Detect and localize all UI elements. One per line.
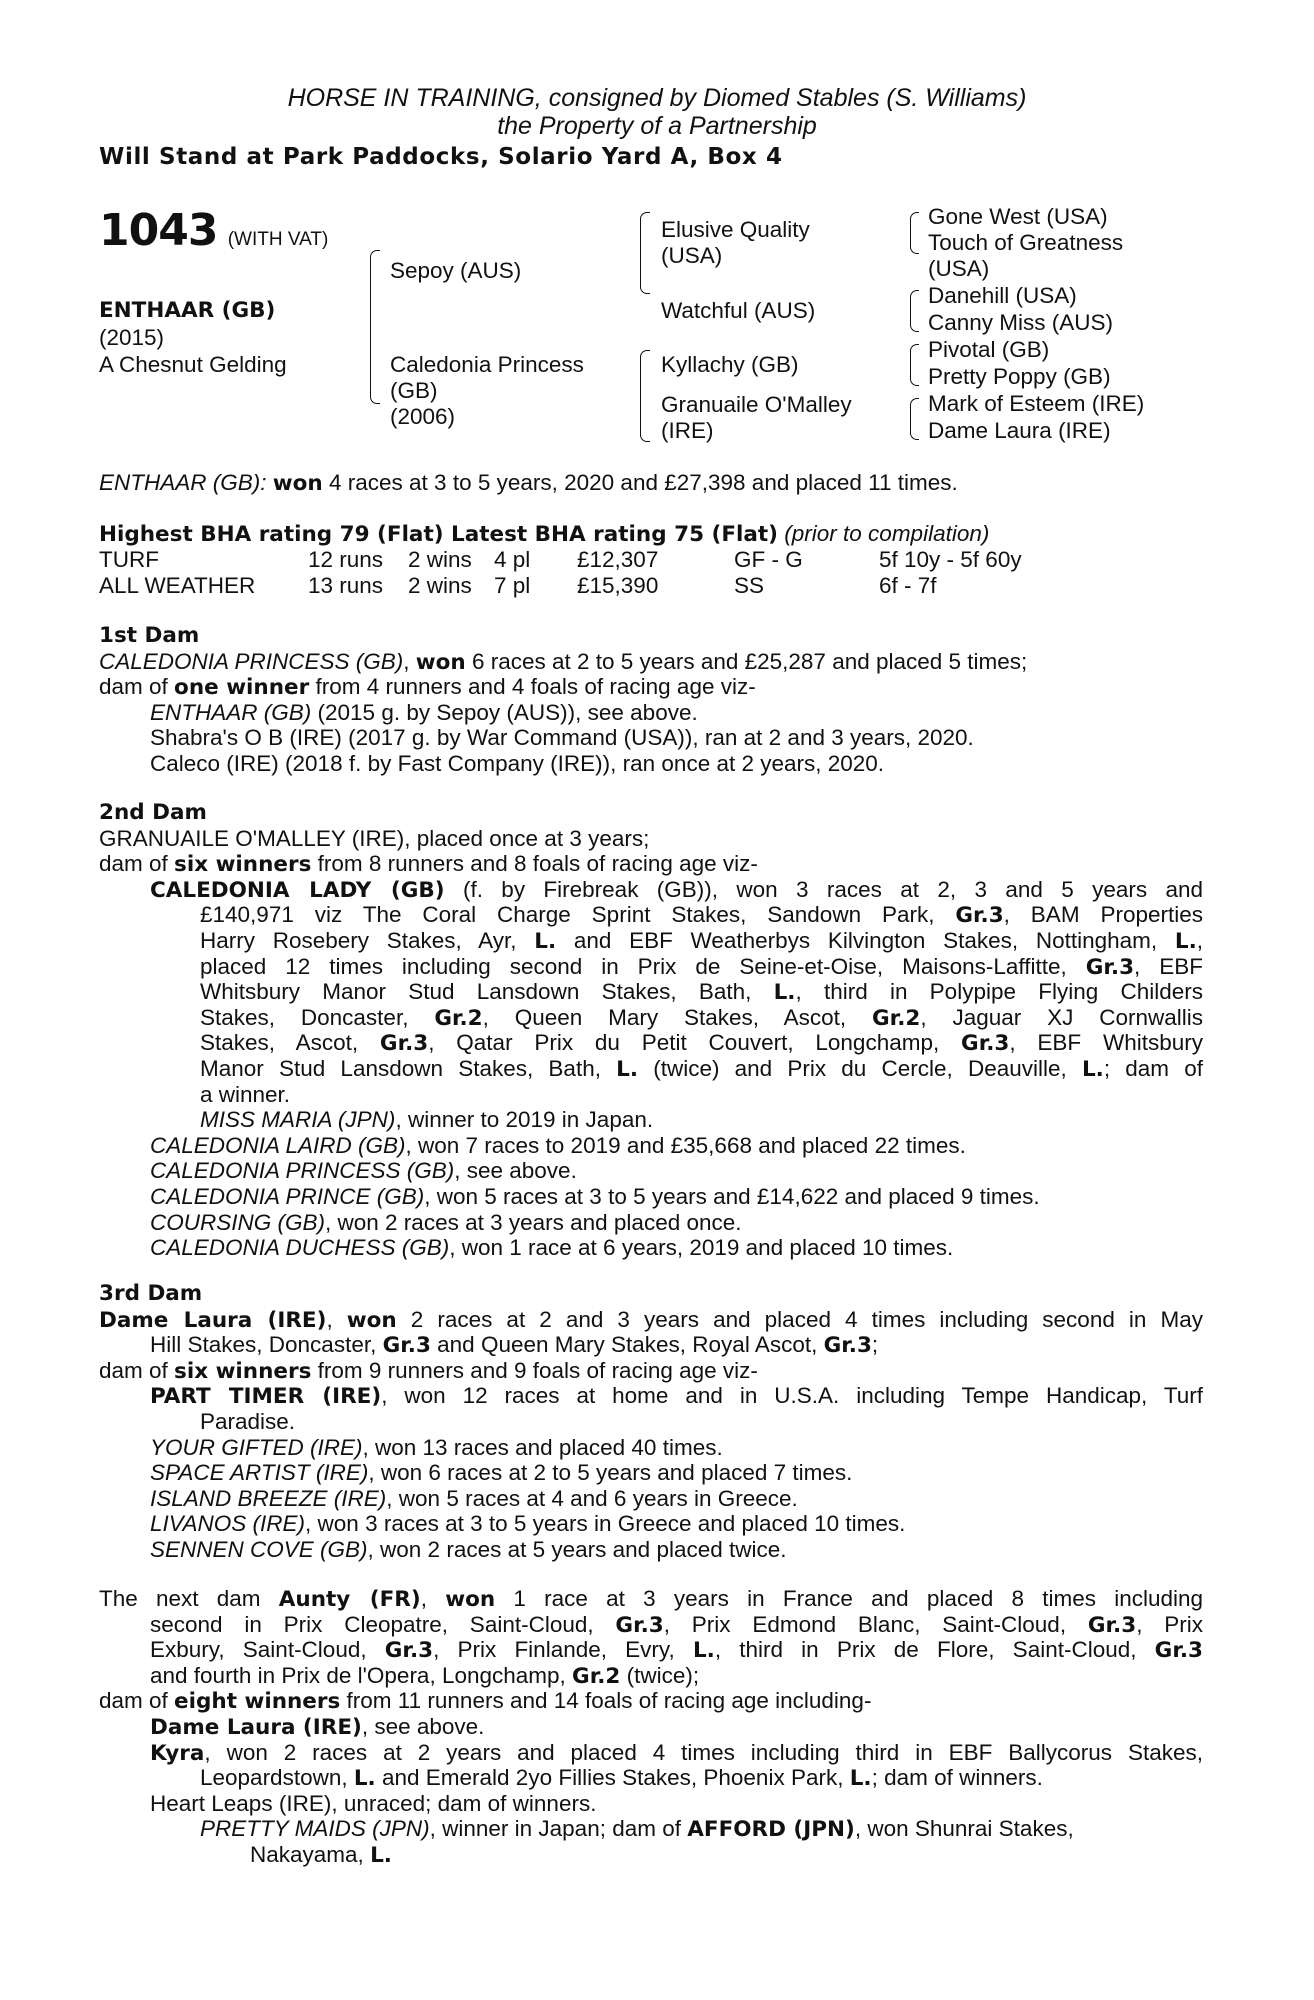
produce-name: PART TIMER (IRE) — [150, 1384, 382, 1410]
produce-name: Kyra — [150, 1740, 205, 1766]
next-dam-line-1: The next dam Aunty (FR), won 1 race at 3 years in France and placed 8 times including — [99, 1586, 1204, 1612]
dam-of-text: dam of — [99, 1357, 175, 1383]
produce-rest: , won 1 race at 6 years, 2019 and placed 10 times. — [449, 1235, 954, 1261]
ratings-row-aw — [99, 573, 1199, 599]
dam-of-text: dam of — [99, 674, 175, 700]
first-dam-rest: 6 races at 2 to 5 years and £25,287 and placed 5 times; — [465, 648, 1028, 674]
sire-sire-line-2: (USA) — [661, 243, 723, 268]
summary-rest: 4 races at 3 to 5 years, 2020 and £27,398 and placed 11 times. — [322, 470, 958, 495]
ratings-money: £15,390 — [577, 573, 659, 598]
sire-sire-line-1: Elusive Quality — [661, 217, 810, 242]
first-dam-name: CALEDONIA PRINCESS (GB) — [99, 648, 404, 674]
summary-horse-name: ENTHAAR (GB) — [99, 470, 261, 495]
produce-island-breeze — [99, 1486, 1203, 1512]
caledonia-lady-line-7: Stakes, Ascot, Gr.3, Qatar Prix du Petit Couvert, Longchamp, Gr.3, EBF Whitsbury — [200, 1030, 1203, 1057]
pedigree-brace-dd — [910, 398, 919, 440]
dam-of-text: dam of — [99, 851, 175, 877]
third-dam-title: 3rd Dam — [99, 1281, 203, 1306]
caledonia-lady-line-1 — [99, 877, 1203, 903]
ratings-runs: 12 runs — [308, 547, 384, 572]
produce-name: CALEDONIA LADY (GB) — [150, 877, 445, 903]
dam-dam-line-1: Granuaile O'Malley — [661, 392, 852, 417]
caledonia-lady-line-9: a winner. — [200, 1081, 291, 1107]
dam-sire-sire: Pivotal (GB) — [928, 337, 1050, 362]
ratings-going: SS — [734, 573, 765, 598]
produce-dame-laura — [99, 1714, 1203, 1740]
produce-heart-leaps: Heart Leaps (IRE), unraced; dam of winners. — [150, 1790, 597, 1816]
vat-note: (WITH VAT) — [227, 229, 329, 250]
race-summary: ENTHAAR (GB): won 4 races at 3 to 5 years, 2020 and £27,398 and placed 11 times. — [99, 470, 958, 496]
dam-of-rest: from 4 runners and 4 foals of racing age viz- — [309, 674, 756, 700]
produce-caledonia-laird — [99, 1133, 1203, 1159]
dam-dam-line-2: (IRE) — [661, 418, 714, 443]
part-timer-line-2: Paradise. — [200, 1408, 296, 1434]
horse-name: ENTHAAR (GB) — [99, 298, 276, 323]
produce-rest: , won 2 races at 2 years and placed 4 times including third in EBF Ballycorus Stakes, — [204, 1739, 1203, 1765]
pedigree-brace-sd — [910, 290, 919, 332]
dam-of-rest: from 8 runners and 8 foals of racing age viz- — [311, 851, 758, 877]
ratings-surface: ALL WEATHER — [99, 573, 256, 598]
dam-sire: Kyllachy (GB) — [661, 352, 799, 377]
produce-name: COURSING (GB) — [150, 1209, 326, 1235]
lot-info — [99, 205, 329, 256]
produce-name: ISLAND BREEZE (IRE) — [150, 1485, 387, 1511]
next-dam-line-3: Exbury, Saint-Cloud, Gr.3, Prix Finlande, Evry, L., third in Prix de Flore, Saint-Cloud, Gr.3 — [150, 1637, 1203, 1664]
produce-sennen-cove — [99, 1537, 1203, 1563]
third-dam-line-1: Dame Laura (IRE), won 2 races at 2 and 3 years and placed 4 times including second in May — [99, 1306, 1203, 1333]
horse-description: A Chesnut Gelding — [99, 352, 287, 377]
pedigree-brace-dam — [640, 350, 650, 442]
ratings-heading — [99, 521, 989, 548]
dam-line-2: (GB) — [390, 378, 438, 403]
pedigree-brace-ss — [910, 212, 919, 254]
produce-name: CALEDONIA LAIRD (GB) — [150, 1132, 406, 1158]
produce-coursing — [99, 1210, 1203, 1236]
produce-pretty-maids-line-2: Nakayama, L. — [250, 1841, 392, 1868]
ratings-note: (prior to compilation) — [784, 521, 990, 546]
dam-of-text: dam of — [99, 1688, 175, 1714]
sire-dam-dam: Canny Miss (AUS) — [928, 310, 1114, 335]
ratings-runs: 13 runs — [308, 573, 384, 598]
produce-name: CALEDONIA DUCHESS (GB) — [150, 1235, 450, 1261]
lot-number: 1043 — [99, 205, 218, 256]
pedigree-brace-main — [370, 250, 380, 404]
produce-rest: , see above. — [454, 1158, 577, 1184]
third-dam-section — [99, 1281, 1203, 1563]
ratings-placed: 4 pl — [494, 547, 531, 572]
dam-sire-dam: Pretty Poppy (GB) — [928, 364, 1111, 389]
first-dam-won: won — [415, 649, 466, 675]
dam-of-rest: from 9 runners and 9 foals of racing age viz- — [311, 1357, 758, 1383]
produce-rest: , won 13 races and placed 40 times. — [362, 1434, 723, 1460]
winners-count: six winners — [174, 852, 312, 878]
next-dam-line-2: second in Prix Cleopatre, Saint-Cloud, Gr.3, Prix Edmond Blanc, Saint-Cloud, Gr.3, Prix — [150, 1611, 1203, 1638]
produce-name: YOUR GIFTED (IRE) — [150, 1434, 363, 1460]
produce-pretty-maids-line-1: PRETTY MAIDS (JPN), winner in Japan; dam of AFFORD (JPN), won Shunrai Stakes, — [200, 1816, 1074, 1843]
caledonia-lady-line-6: Stakes, Doncaster, Gr.2, Queen Mary Stakes, Ascot, Gr.2, Jaguar XJ Cornwallis — [200, 1004, 1203, 1031]
ratings-going: GF - G — [734, 547, 803, 572]
produce-caledonia-prince — [99, 1184, 1203, 1210]
header-line-3: Will Stand at Park Paddocks, Solario Yard A, Box 4 — [99, 144, 783, 170]
produce-rest: , see above. — [361, 1713, 485, 1739]
caledonia-lady-line-8: Manor Stud Lansdown Stakes, Bath, L. (twice) and Prix du Cercle, Deauville, L.; dam of — [200, 1055, 1203, 1082]
produce-rest: , won 5 races at 4 and 6 years in Greece. — [386, 1485, 798, 1511]
produce-rest: , won 5 races at 3 to 5 years and £14,622 and placed 9 times. — [424, 1183, 1040, 1209]
produce-rest: , winner to 2019 in Japan. — [395, 1107, 654, 1133]
produce-name: ENTHAAR (GB) — [150, 699, 312, 725]
dam-dam-dam: Dame Laura (IRE) — [928, 418, 1111, 443]
next-dam-section — [99, 1586, 1203, 1868]
first-dam-section — [99, 623, 1203, 777]
produce-your-gifted — [99, 1435, 1203, 1461]
dam-line-1: Caledonia Princess — [390, 352, 584, 377]
caledonia-lady-line-3: Harry Rosebery Stakes, Ayr, L. and EBF Weatherbys Kilvington Stakes, Nottingham, L., — [200, 927, 1204, 954]
sire-sire-sire: Gone West (USA) — [928, 204, 1108, 229]
produce-space-artist — [99, 1460, 1203, 1486]
produce-rest: , won 7 races to 2019 and £35,668 and placed 22 times. — [405, 1132, 966, 1158]
header-line-1: HORSE IN TRAINING, consigned by Diomed Stables (S. Williams) — [287, 84, 1027, 112]
produce-3: Caleco (IRE) (2018 f. by Fast Company (IRE)), ran once at 2 years, 2020. — [150, 750, 885, 776]
sire-sire-dam-line-1: Touch of Greatness — [928, 230, 1124, 255]
winners-count: six winners — [174, 1358, 312, 1384]
pedigree-brace-ds — [910, 344, 919, 386]
ratings-wins: 2 wins — [408, 547, 472, 572]
part-timer-line-1 — [99, 1383, 1203, 1409]
ratings-surface: TURF — [99, 547, 159, 572]
produce-rest: , won 6 races at 2 to 5 years and placed 7 times. — [368, 1460, 853, 1486]
ratings-distance: 5f 10y - 5f 60y — [879, 547, 1022, 572]
caledonia-lady-line-5: Whitsbury Manor Stud Lansdown Stakes, Bath, L., third in Polypipe Flying Childers — [200, 979, 1203, 1006]
caledonia-lady-line-4: placed 12 times including second in Prix de Seine-et-Oise, Maisons-Laffitte, Gr.3, EBF — [200, 953, 1203, 980]
second-dam-line: GRANUAILE O'MALLEY (IRE), placed once at 3 years; — [99, 825, 650, 851]
second-dam-title: 2nd Dam — [99, 800, 207, 825]
produce-rest: , won 3 races at 3 to 5 years in Greece and placed 10 times. — [305, 1511, 906, 1537]
dam-line-3: (2006) — [390, 404, 456, 429]
second-dam-produce-line — [99, 851, 1203, 877]
caledonia-lady-line-2: £140,971 viz The Coral Charge Sprint Stakes, Sandown Park, Gr.3, BAM Properties — [200, 902, 1203, 929]
produce-caledonia-princess — [99, 1158, 1203, 1184]
produce-name: MISS MARIA (JPN) — [200, 1107, 396, 1133]
dam-of-rest: from 11 runners and 14 foals of racing age including- — [340, 1688, 872, 1714]
sire-dam-sire: Danehill (USA) — [928, 283, 1077, 308]
first-dam-produce-line — [99, 674, 1203, 700]
produce-name: SENNEN COVE (GB) — [150, 1536, 368, 1562]
ratings-money: £12,307 — [577, 547, 659, 572]
miss-maria-line — [99, 1107, 1203, 1133]
ratings-distance: 6f - 7f — [879, 573, 937, 598]
winners-count: eight winners — [174, 1689, 341, 1715]
produce-1 — [99, 700, 1203, 726]
produce-rest: , won 2 races at 5 years and placed twice. — [367, 1536, 787, 1562]
summary-won: won — [272, 471, 323, 496]
sire-sire-dam-line-2: (USA) — [928, 256, 990, 281]
produce-rest: , won 2 races at 3 years and placed once. — [325, 1209, 742, 1235]
foaling-year: (2015) — [99, 325, 165, 350]
produce-name: Dame Laura (IRE) — [150, 1714, 362, 1740]
ratings-placed: 7 pl — [494, 573, 531, 598]
third-dam-line-2: Hill Stakes, Doncaster, Gr.3 and Queen Mary Stakes, Royal Ascot, Gr.3; — [150, 1332, 879, 1359]
sire-dam: Watchful (AUS) — [661, 298, 816, 323]
produce-2: Shabra's O B (IRE) (2017 g. by War Command (USA)), ran at 2 and 3 years, 2020. — [150, 725, 974, 751]
second-dam-section — [99, 800, 1203, 1261]
produce-rest: , won 12 races at home and in U.S.A. including Tempe Handicap, Turf — [381, 1383, 1203, 1409]
dam-dam-sire: Mark of Esteem (IRE) — [928, 391, 1145, 416]
ratings-wins: 2 wins — [408, 573, 472, 598]
produce-livanos — [99, 1511, 1203, 1537]
first-dam-title: 1st Dam — [99, 623, 200, 648]
first-dam-line: CALEDONIA PRINCESS (GB), won 6 races at 2 to 5 years and £25,287 and placed 5 times; — [99, 648, 1028, 675]
ratings-row-turf — [99, 547, 1199, 573]
header-line-2: the Property of a Partnership — [497, 112, 817, 140]
produce-kyra-line-1 — [99, 1740, 1203, 1766]
produce-name: CALEDONIA PRINCE (GB) — [150, 1183, 425, 1209]
next-dam-produce-line — [99, 1688, 1203, 1714]
produce-caledonia-duchess — [99, 1235, 1203, 1261]
winners-count: one winner — [174, 675, 310, 701]
produce-kyra-line-2: Leopardstown, L. and Emerald 2yo Fillies Stakes, Phoenix Park, L.; dam of winners. — [200, 1765, 1043, 1792]
produce-name: SPACE ARTIST (IRE) — [150, 1460, 369, 1486]
produce-name: PRETTY MAIDS (JPN) — [200, 1816, 430, 1842]
next-dam-line-4: and fourth in Prix de l'Opera, Longchamp, Gr.2 (twice); — [150, 1662, 700, 1689]
sire: Sepoy (AUS) — [390, 258, 522, 283]
third-dam-produce-line — [99, 1358, 1203, 1384]
produce-rest: (2015 g. by Sepoy (AUS)), see above. — [311, 699, 698, 725]
pedigree-brace-sire — [640, 212, 650, 294]
ratings-heading-text: Highest BHA rating 79 (Flat) Latest BHA rating 75 (Flat) — [99, 522, 779, 547]
produce-name: LIVANOS (IRE) — [150, 1511, 306, 1537]
produce-name: CALEDONIA PRINCESS (GB) — [150, 1158, 455, 1184]
produce-rest: (f. by Firebreak (GB)), won 3 races at 2, 3 and 5 years and — [444, 876, 1203, 902]
